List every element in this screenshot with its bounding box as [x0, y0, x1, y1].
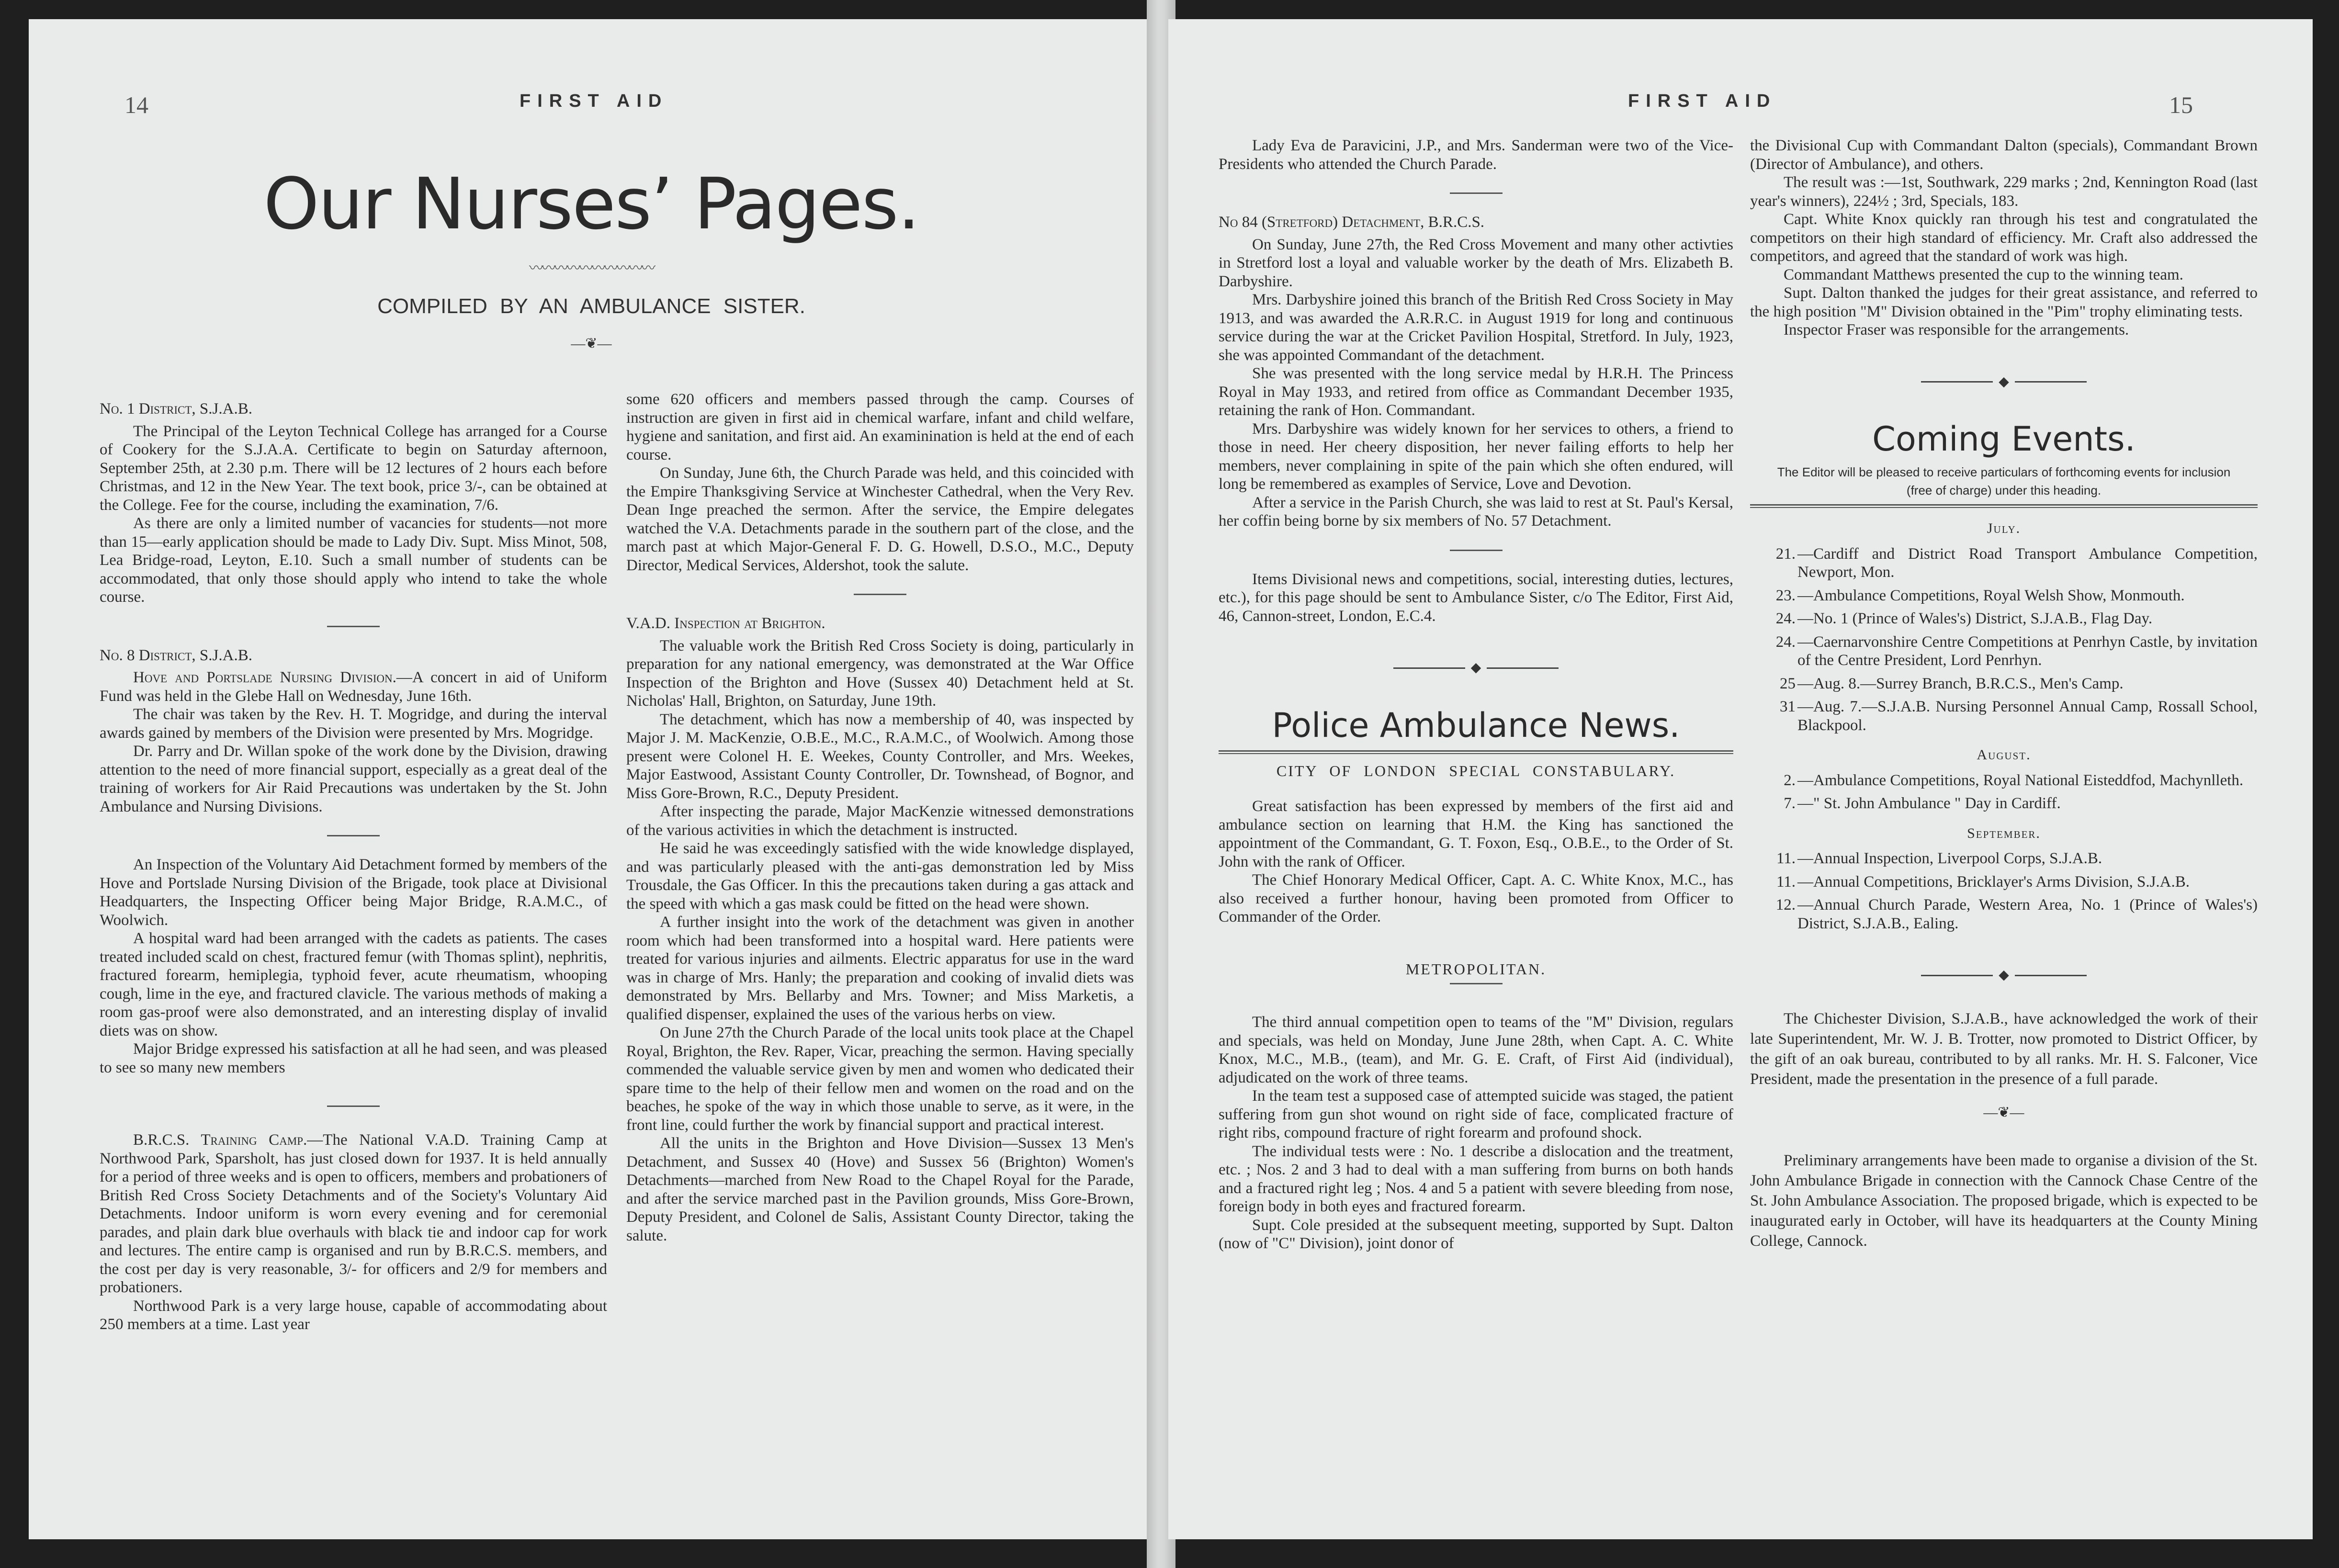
paragraph: As there are only a limited number of vacancies for students—not more than 15—early application should be made to Lady Div. Supt. Miss Minot, 508, Lea Bridge-road, Leyton, E.10. Such a small number of students can be accommodated, that only those should apply who intend to take the whole course. [100, 515, 607, 606]
events-list-september [1750, 849, 2258, 933]
paragraph: Preliminary arrangements have been made to organise a division of the St. John Ambulance Brigade in connection with the Cannock Chase Centre of the St. John Ambulance Association. The proposed brigade, which is expected to be inaugurated early in October, will have its headquarters at the County Mining College, Cannock. [1750, 1152, 2258, 1250]
paragraph: The Principal of the Leyton Technical College has arranged for a Course of Cookery for the S.J.A.A. Certificate to begin on Saturday afternoon, September 25th, at 2.30 p.m. There will be 12 lectures of 2 hours each before Christmas, and 12 in the New Year. The text book, price 3/-, can be obtained at the College. Fee for the course, including the examination, 7/6. [100, 422, 607, 514]
event-date: 12. [1775, 896, 1796, 914]
month-heading: July. [1987, 520, 2021, 536]
event-item [1750, 794, 2258, 813]
section-ornament: ◆ [1750, 966, 2258, 985]
section-ornament: ◆ [1750, 373, 2258, 392]
paragraph: Inspector Fraser was responsible for the arrangements. [1784, 321, 2129, 338]
section-heading: No. 8 District, S.J.A.B. [100, 646, 252, 664]
paragraph: Great satisfaction has been expressed by members of the first aid and ambulance section on learning that H.M. the King has sanctioned the appointment of the Commandant, G. T. Foxon, Esq., O.B.E., to the Order of St. John with the rank of Officer. [1219, 798, 1733, 870]
event-date: 11. [1776, 873, 1796, 891]
event-item [1750, 609, 2258, 628]
paragraph: Supt. Dalton thanked the judges for their great assistance, and referred to the high position "M" Division obtained in the "Pim" trophy eliminating tests. [1750, 284, 2258, 320]
paragraph: some 620 officers and members passed through the camp. Courses of instruction are given in first aid in chemical warfare, infant and child welfare, hygiene and sanitation, and first aid. An examinination is held at the end of each course. [626, 391, 1134, 463]
left-column-1 [100, 390, 607, 1334]
paragraph: All the units in the Brighton and Hove Division—Sussex 13 Men's Detachment, and Sussex 40 (Hove) and Sussex 56 (Brighton) Women's Detachments—marched from New Road to the Chapel Royal for the Parade, and after the service marched past in the Pavilion grounds, Miss Gore-Brown, Deputy President, and Colonel de Salis, Assistant County Director, taking the salute. [626, 1135, 1134, 1244]
divider [1450, 550, 1503, 551]
running-title-left: FIRST AID [520, 91, 668, 111]
police-news-subtitle: CITY OF LONDON SPECIAL CONSTABULARY. [1276, 762, 1676, 779]
running-title-right: FIRST AID [1628, 91, 1777, 111]
right-column-2 [1750, 136, 2258, 1251]
paragraph: The result was :—1st, Southwark, 229 marks ; 2nd, Kennington Road (last year's winners), 224½ ; 3rd, Specials, 183. [1750, 174, 2258, 210]
title-rule [1219, 753, 1733, 754]
paragraph: Supt. Cole presided at the subsequent meeting, supported by Supt. Dalton (now of "C" Division), joint donor of [1219, 1216, 1733, 1252]
paragraph: Major Bridge expressed his satisfaction at all he had seen, and was pleased to see so many new members [100, 1040, 607, 1076]
paragraph: On June 27th the Church Parade of the local units took place at the Chapel Royal, Brighton, the Rev. Raper, Vicar, preaching the sermon. Having specially commended the valuable service given by men and women who dedicated their spare time to the help of their fellow men and women on the road and on the beaches, he spoke of the way in which those unable to serve, as it were, in the front line, could further the work by financial support and practical interest. [626, 1024, 1134, 1134]
police-news-title: Police Ambulance News. [1272, 705, 1680, 745]
paragraph: Dr. Parry and Dr. Willan spoke of the work done by the Division, drawing attention to the need of more financial support, especially as a great deal of the training of workers for Air Raid Precautions was undertaken by the St. John Ambulance and Nursing Divisions. [100, 743, 607, 815]
event-date: 11. [1776, 850, 1796, 867]
paragraph: In the team test a supposed case of attempted suicide was staged, the patient suffering from gun shot wound on right side of face, complicated fracture of right ribs, compound fracture of right forearm and profound shock. [1219, 1087, 1733, 1141]
event-text: —Aug. 7.—S.J.A.B. Nursing Personnel Annual Camp, Rossall School, Blackpool. [1797, 698, 2258, 734]
event-item [1750, 675, 2258, 693]
month-heading: September. [1967, 825, 2041, 841]
event-item [1750, 633, 2258, 670]
paragraph: An Inspection of the Voluntary Aid Detachment formed by members of the Hove and Portslade Nursing Division of the Brigade, took place at Divisional Headquarters, the Inspecting Officer being Major Bridge, R.A.M.C., of Woolwich. [100, 856, 607, 929]
event-item [1750, 771, 2258, 790]
lead-in: Hove and Portslade Nursing Division. [133, 669, 396, 686]
title-rule [1750, 507, 2258, 508]
lead-in: B.R.C.S. Training Camp. [133, 1131, 307, 1149]
title-rule [1750, 504, 2258, 506]
paragraph: He said he was exceedingly satisfied with the wide knowledge displayed, and was particularly pleased with the anti-gas demonstration led by Miss Trousdale, the Gas Officer. In this the precautions taken during a gas attack and the speed with which a gas mask could be fitted on the head were shown. [626, 840, 1134, 913]
paragraph: Mrs. Darbyshire joined this branch of the British Red Cross Society in May 1913, and was awarded the A.R.R.C. in August 1919 for long and continuous service during the war at the Cricket Pavilion Hospital, Stretford. In July, 1923, she was appointed Commandant of the detachment. [1219, 291, 1733, 364]
left-column-2 [626, 390, 1134, 1245]
subtitle-ornament: —❦— [571, 336, 612, 351]
page-title: Our Nurses’ Pages. [263, 163, 919, 245]
paragraph: On Sunday, June 27th, the Red Cross Movement and many other activties in Stretford lost a loyal and valuable worker by the death of Mrs. Elizabeth B. Darbyshire. [1219, 236, 1733, 290]
paragraph: Lady Eva de Paravicini, J.P., and Mrs. Sanderman were two of the Vice-Presidents who attended the Church Parade. [1219, 137, 1733, 173]
paragraph: The Chief Honorary Medical Officer, Capt. A. C. White Knox, M.C., has also received a further honour, having been promoted from Officer to Commander of the Order. [1219, 871, 1733, 925]
section-heading: METROPOLITAN. [1405, 960, 1547, 978]
page-number-left: 14 [124, 91, 148, 118]
divider [327, 1105, 380, 1107]
right-column-1 [1219, 136, 1733, 1253]
divider [854, 594, 906, 595]
event-text: —Caernarvonshire Centre Competitions at Penrhyn Castle, by invitation of the Centre President, Lord Penrhyn. [1797, 633, 2258, 669]
paragraph: A further insight into the work of the detachment was given in another room which had been transformed into a hospital ward. Here patients were treated for various injuries and ailments. Electric apparatus for use in the ward was in charge of Mrs. Hanly; the preparation and cooking of invalid diets was demonstrated by Mrs. Bellarby and Mrs. Towner; and Miss Marketis, a qualified dispenser, explained the uses of the various herbs on view. [626, 914, 1134, 1023]
paragraph: The individual tests were : No. 1 describe a dislocation and the treatment, etc. ; Nos. 2 and 3 had to deal with a man suffering from burns on both hands and a fractured right leg ; Nos. 4 and 5 a patient with severe bleeding from nose, foreign body in both eyes and fractured forearm. [1219, 1142, 1733, 1215]
event-text: —Annual Church Parade, Western Area, No. 1 (Prince of Wales's) District, S.J.A.B., Ealing. [1797, 896, 2258, 932]
section-ornament: ◆ [1219, 659, 1733, 677]
event-text: —Aug. 8.—Surrey Branch, B.R.C.S., Men's Camp. [1797, 675, 2124, 692]
event-item [1750, 698, 2258, 734]
event-date: 23. [1775, 587, 1796, 604]
event-item [1750, 873, 2258, 891]
event-date: 7. [1784, 795, 1796, 812]
paragraph: After inspecting the parade, Major MacKenzie witnessed demonstrations of the various activities in which the detachment is instructed. [626, 803, 1134, 839]
event-date: 21. [1775, 545, 1796, 563]
event-text: —Annual Competitions, Bricklayer's Arms Division, S.J.A.B. [1797, 873, 2190, 891]
event-text: —Ambulance Competitions, Royal Welsh Show, Monmouth. [1797, 587, 2185, 604]
paragraph: The chair was taken by the Rev. H. T. Mogridge, and during the interval awards gained by members of the Division were presented by Mrs. Mogridge. [100, 706, 607, 742]
event-date: 24. [1775, 633, 1796, 651]
events-list-july [1750, 545, 2258, 735]
event-text: —No. 1 (Prince of Wales's) District, S.J.A.B., Flag Day. [1797, 610, 2153, 627]
paragraph: A hospital ward had been arranged with the cadets as patients. The cases treated included scald on chest, fractured femur (with Thomas splint), nephritis, fractured forearm, hemiplegia, typhoid fever, acute rheumatism, whooping cough, lime in the eye, and fractured clavicle. The various methods of making a room gas-proof were also demonstrated, and an interesting display of invalid diets was on show. [100, 930, 607, 1039]
event-date: 24. [1775, 610, 1796, 627]
section-heading: V.A.D. Inspection at Brighton. [626, 615, 825, 632]
event-date: 2. [1784, 771, 1796, 789]
paragraph: She was presented with the long service medal by H.R.H. The Princess Royal in May 1933, and retired from office as Commandant December 1935, retaining the rank of Hon. Commandant. [1219, 365, 1733, 419]
event-item [1750, 849, 2258, 868]
event-text: —" St. John Ambulance " Day in Cardiff. [1797, 795, 2061, 812]
paragraph: After a service in the Parish Church, she was laid to rest at St. Paul's Kersal, her coffin being borne by six members of No. 57 Detachment. [1219, 494, 1733, 530]
paragraph: The detachment, which has now a membership of 40, was inspected by Major J. M. MacKenzie, O.B.E., M.C., R.A.M.C., of Woolwich. Among those present were Colonel H. E. Weekes, County Controller, and Mrs. Weekes, Major Eastwood, Assistant County Controller, Dr. Townshead, of Bognor, and Miss Gore-Brown, R.C., Deputy President. [626, 711, 1134, 802]
divider [327, 626, 380, 627]
page-subtitle: COMPILED BY AN AMBULANCE SISTER. [377, 294, 805, 318]
paragraph: The valuable work the British Red Cross Society is doing, particularly in preparation for any national emergency, was demonstrated at the War Office Inspection of the Brighton and Hove (Sussex 40) Detachment held at St. Nicholas' Hall, Brighton, on Saturday, June 19th. [626, 637, 1134, 710]
paragraph: On Sunday, June 6th, the Church Parade was held, and this coincided with the Empire Thanksgiving Service at Winchester Cathedral, when the Very Rev. Dean Inge preached the sermon. After the service, the Empire delegates watched the V.A. Detachments parade in the southern part of the close, and the march past at which Major-General F. D. G. Howell, D.S.O., M.C., Deputy Director, Medical Services, Aldershot, took the salute. [626, 464, 1134, 574]
event-item [1750, 896, 2258, 933]
event-date: 25 [1780, 675, 1796, 692]
title-rule [1219, 750, 1733, 752]
page-number-right: 15 [2169, 91, 2193, 118]
paragraph: Hove and Portslade Nursing Division.—A concert in aid of Uniform Fund was held in the Glebe Hall on Wednesday, June 16th. [100, 669, 607, 705]
month-heading: August. [1977, 747, 2031, 763]
event-text: —Ambulance Competitions, Royal National Eisteddfod, Machynlleth. [1797, 771, 2244, 789]
event-text: —Annual Inspection, Liverpool Corps, S.J.A.B. [1797, 850, 2102, 867]
divider [1450, 192, 1503, 194]
paragraph: The Chichester Division, S.J.A.B., have acknowledged the work of their late Superintendent, Mr. W. J. B. Trotter, now promoted to District Officer, by the gift of an oak bureau, contributed to by all ranks. Mr. H. S. Falconer, Vice President, made the presentation in the presence of a full parade. [1750, 1010, 2258, 1088]
paragraph: Commandant Matthews presented the cup to the winning team. [1784, 266, 2183, 283]
left-page [29, 19, 1154, 1539]
coming-events-title: Coming Events. [1872, 419, 2136, 459]
right-page [1168, 19, 2313, 1539]
event-text: —Cardiff and District Road Transport Ambulance Competition, Newport, Mon. [1797, 545, 2258, 581]
divider [327, 835, 380, 836]
event-item [1750, 587, 2258, 605]
event-item [1750, 545, 2258, 582]
event-date: 31 [1780, 698, 1796, 715]
events-list-august [1750, 771, 2258, 813]
events-note: The Editor will be pleased to receive particulars of forthcoming events for inclusion (free of charge) under this heading. [1777, 465, 2231, 497]
paragraph: Northwood Park is a very large house, capable of accommodating about 250 members at a time. Last year [100, 1297, 607, 1333]
section-heading: No 84 (Stretford) Detachment, B.R.C.S. [1219, 214, 1485, 231]
paragraph: Capt. White Knox quickly ran through his test and congratulated the competitors on their high standard of efficiency. Mr. Craft also addressed the competitors, and agreed that the standard of work was high. [1750, 211, 2258, 265]
paragraph: Items Divisional news and competitions, social, interesting duties, lectures, etc.), for this page should be sent to Ambulance Sister, c/o The Editor, First Aid, 46, Cannon-street, London, E.C.4. [1219, 570, 1733, 625]
paragraph: the Divisional Cup with Commandant Dalton (specials), Commandant Brown (Director of Ambulance), and others. [1750, 137, 2258, 173]
section-heading: No. 1 District, S.J.A.B. [100, 400, 252, 417]
paragraph: B.R.C.S. Training Camp.—The National V.A.D. Training Camp at Northwood Park, Sparsholt, has just closed down for 1937. It is held annually for a period of three weeks and is open to officers, members and probationers of British Red Cross Society Detachments and of the Society's Voluntary Aid Detachments. Indoor uniform is worn every evening and for ceremonial parades, and plain dark blue overhauls with black tie and indoor cap for work and lectures. The entire camp is organised and run by B.R.C.S. members, and the cost per day is very reasonable, 3/- for officers and 2/9 for members and probationers. [100, 1131, 607, 1296]
title-ornament: 〰〰〰〰〰〰〰〰〰〰 [529, 260, 654, 276]
paragraph: Mrs. Darbyshire was widely known for her services to others, a friend to those in need. Her cheery disposition, her never failing efforts to help her members, never complaining in spite of the pain which she often endured, will long be remembered as examples of Service, Love and Devotion. [1219, 420, 1733, 493]
small-ornament: —❦— [1983, 1104, 2024, 1120]
divider [1450, 983, 1503, 984]
paragraph: The third annual competition open to teams of the "M" Division, regulars and specials, was held on Monday, June June 28th, when Capt. A. C. White Knox, M.C., M.B., (team), and Mr. G. E. Craft, of First Aid (individual), adjudicated on the work of three teams. [1219, 1014, 1733, 1086]
